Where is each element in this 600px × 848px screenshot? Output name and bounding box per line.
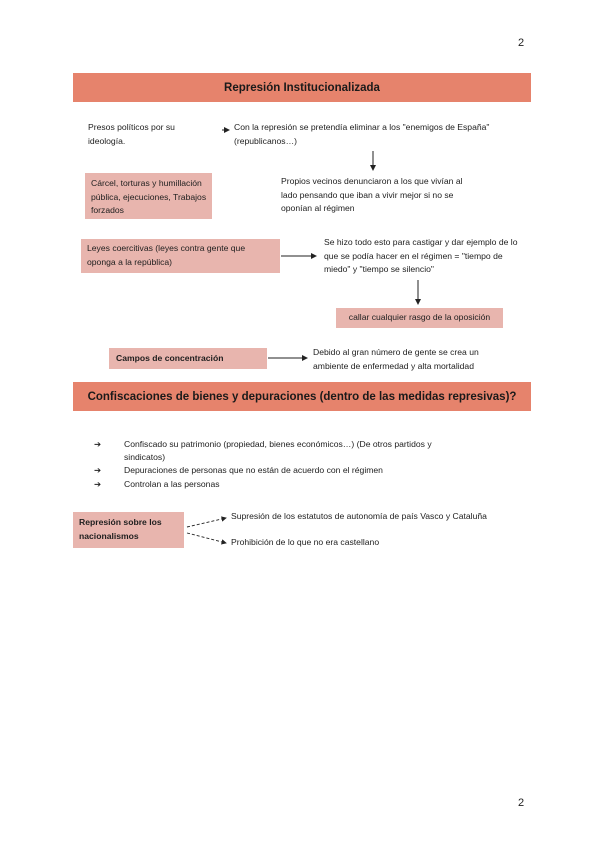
campos-text: Campos de concentración — [116, 352, 224, 363]
page-number-top: 2 — [518, 37, 525, 49]
section-title-confiscaciones-text: Confiscaciones de bienes y depuraciones (dentro de las medidas represivas)? — [87, 390, 517, 403]
prohibicion-text: Prohibición de lo que no era castellano — [231, 537, 380, 547]
arrow-right-icon: ➔ — [94, 478, 102, 489]
page-number-bottom: 2 — [518, 797, 525, 809]
leyes-text: Leyes coercitivas (leyes contra gente que oponga a la república) — [87, 243, 246, 267]
castigar-text: Se hizo todo esto para castigar y dar ejemplo de lo que se podía hacer en el régimen = "tiempo de miedo" y "tiempo se silencio" — [324, 237, 518, 274]
section-title-represion-text: Represión Institucionalizada — [224, 81, 380, 94]
vecinos-text: Propios vecinos denunciaron a los que vivían al lado pensando que iban a vivir mejor si no se oponían al régimen — [281, 176, 463, 213]
carcel-text: Cárcel, torturas y humillación pública, ejecuciones, Trabajos forzados — [91, 178, 207, 215]
arrow-nacionalismos-to-prohibicion — [187, 533, 226, 543]
list-item: ➔ Confiscado su patrimonio (propiedad, bienes económicos…) (De otros partidos y sindicatos) — [94, 439, 432, 462]
represion-objetivo-text: Con la represión se pretendía eliminar a los "enemigos de España" (republicanos…) — [234, 122, 490, 146]
list-item: ➔ Controlan a las personas — [94, 478, 220, 489]
arrow-right-icon: ➔ — [94, 465, 102, 475]
callar-text: callar cualquier rasgo de la oposición — [348, 312, 491, 323]
debido-text: Debido al gran número de gente se crea un ambiente de enfermedad y alta mortalidad — [313, 347, 479, 371]
supresion-text: Supresión de los estatutos de autonomía de país Vasco y Cataluña — [231, 511, 487, 521]
arrow-right-icon: ➔ — [94, 439, 102, 449]
arrow-nacionalismos-to-supresion — [187, 518, 226, 527]
list-item: ➔ Depuraciones de personas que no están de acuerdo con el régimen — [94, 465, 383, 475]
presos-text: Presos políticos por su ideología. — [88, 122, 175, 146]
nacionalismos-text: Represión sobre los nacionalismos — [79, 517, 162, 541]
